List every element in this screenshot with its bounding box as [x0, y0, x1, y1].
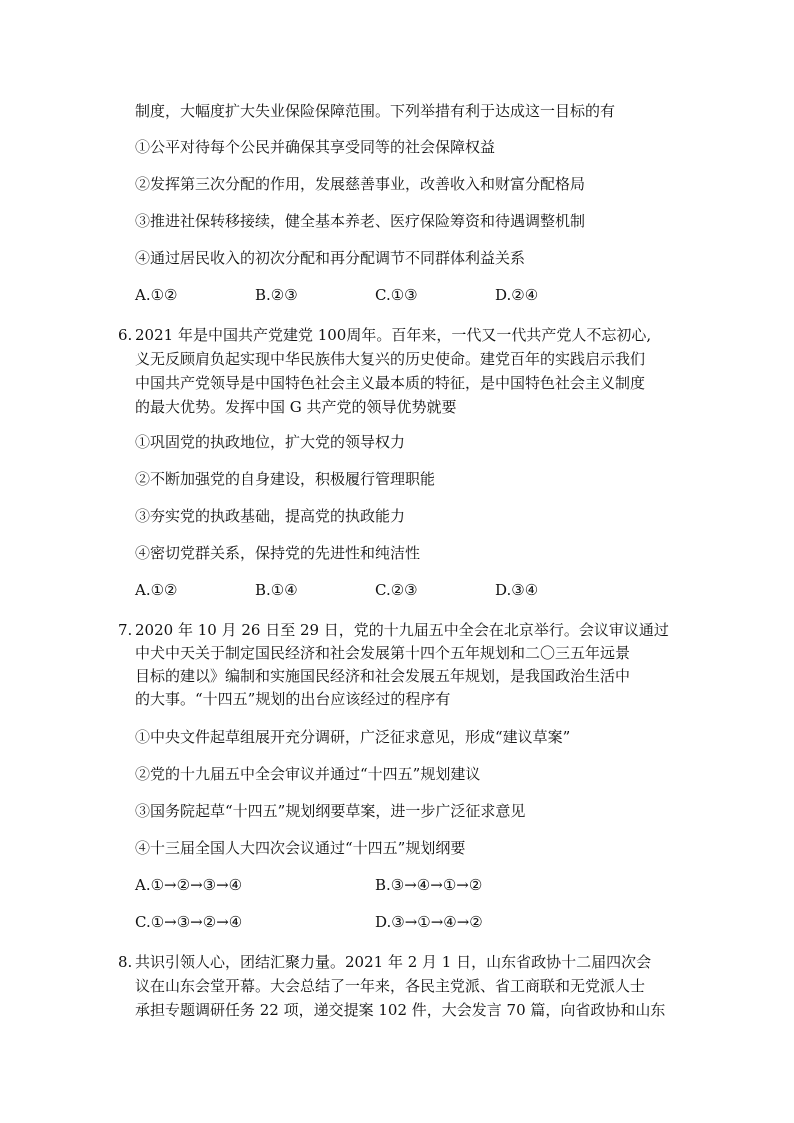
q6-item-3: ③夯实党的执政基础，提高党的执政能力: [135, 507, 406, 525]
q6-option-d: D.③④: [495, 581, 539, 599]
q5-option-d: D.②④: [495, 286, 539, 304]
q7-stem-line-1: 2020 年 10 月 26 日至 29 日，党的十九届五中全会在北京举行。会议审议通过: [135, 621, 669, 639]
q5-item-4: ④通过居民收入的初次分配和再分配调节不同群体利益关系: [135, 249, 526, 267]
q6-item-4: ④密切党群关系，保持党的先进性和纯洁性: [135, 544, 421, 562]
q7-option-c: C.①→③→②→④: [135, 913, 243, 931]
q6-item-2: ②不断加强党的自身建设，积极履行管理职能: [135, 470, 436, 488]
q7-item-2: ②党的十九届五中全会审议并通过“十四五”规划建议: [135, 765, 481, 783]
q7-option-b: B.③→④→①→②: [375, 876, 483, 894]
q5-option-b: B.②③: [255, 286, 298, 304]
q7-item-1: ①中央文件起草组展开充分调研，广泛征求意见，形成“建议草案”: [135, 728, 571, 746]
q7-item-4: ④十三届全国人大四次会议通过“十四五”规划纲要: [135, 839, 466, 857]
q5-option-a: A.①②: [135, 286, 178, 304]
q7-item-3: ③国务院起草“十四五”规划纲要草案，进一步广泛征求意见: [135, 802, 526, 820]
q6-option-c: C.②③: [375, 581, 418, 599]
q5-item-3: ③推进社保转移接续，健全基本养老、医疗保险筹资和待遇调整机制: [135, 212, 586, 230]
q6-stem-line-1: 2021 年是中国共产党建党 100周年。百年来，一代又一代共产党人不忘初心,: [135, 326, 652, 344]
q6-stem-line-4: 的最大优势。发挥中国 G 共产党的领导优势就要: [135, 398, 457, 416]
q8-stem-line-3: 承担专题调研任务 22 项，递交提案 102 件，大会发言 70 篇，向省政协和山东: [135, 1001, 666, 1019]
q6-item-1: ①巩固党的执政地位，扩大党的领导权力: [135, 433, 406, 451]
q7-option-d: D.③→①→④→②: [375, 913, 483, 931]
q6-option-b: B.①④: [255, 581, 298, 599]
q8-stem-line-1: 共识引领人心，团结汇聚力量。2021 年 2 月 1 日，山东省政协十二届四次会: [135, 953, 652, 971]
q6-stem-line-2: 义无反顾肩负起实现中华民族伟大复兴的历史使命。建党百年的实践启示我们: [135, 350, 646, 368]
q5-stem-tail: 制度，大幅度扩大失业保险保障范围。下列举措有利于达成这一目标的有: [135, 102, 616, 120]
q8-number: 8.: [118, 953, 133, 971]
q7-stem-line-4: 的大事。“十四五”规划的出台应该经过的程序有: [135, 690, 451, 708]
q6-number: 6.: [118, 326, 133, 344]
q6-option-a: A.①②: [135, 581, 178, 599]
q5-option-c: C.①③: [375, 286, 418, 304]
q7-stem-line-3: 目标的建以》编制和实施国民经济和社会发展五年规划，是我国政治生活中: [135, 667, 631, 685]
q7-option-a: A.①→②→③→④: [135, 876, 243, 894]
q5-item-1: ①公平对待每个公民并确保其享受同等的社会保障权益: [135, 138, 496, 156]
q8-stem-line-2: 议在山东会堂开幕。大会总结了一年来，各民主党派、省工商联和无党派人士: [135, 977, 646, 995]
q7-stem-line-2: 中犬中天关于制定国民经济和社会发展第十四个五年规划和二〇三五年远景: [135, 644, 631, 662]
q7-number: 7.: [118, 621, 133, 639]
q5-item-2: ②发挥第三次分配的作用，发展慈善事业，改善收入和财富分配格局: [135, 175, 586, 193]
q6-stem-line-3: 中国共产党领导是中国特色社会主义最本质的特征，是中国特色社会主义制度: [135, 374, 646, 392]
